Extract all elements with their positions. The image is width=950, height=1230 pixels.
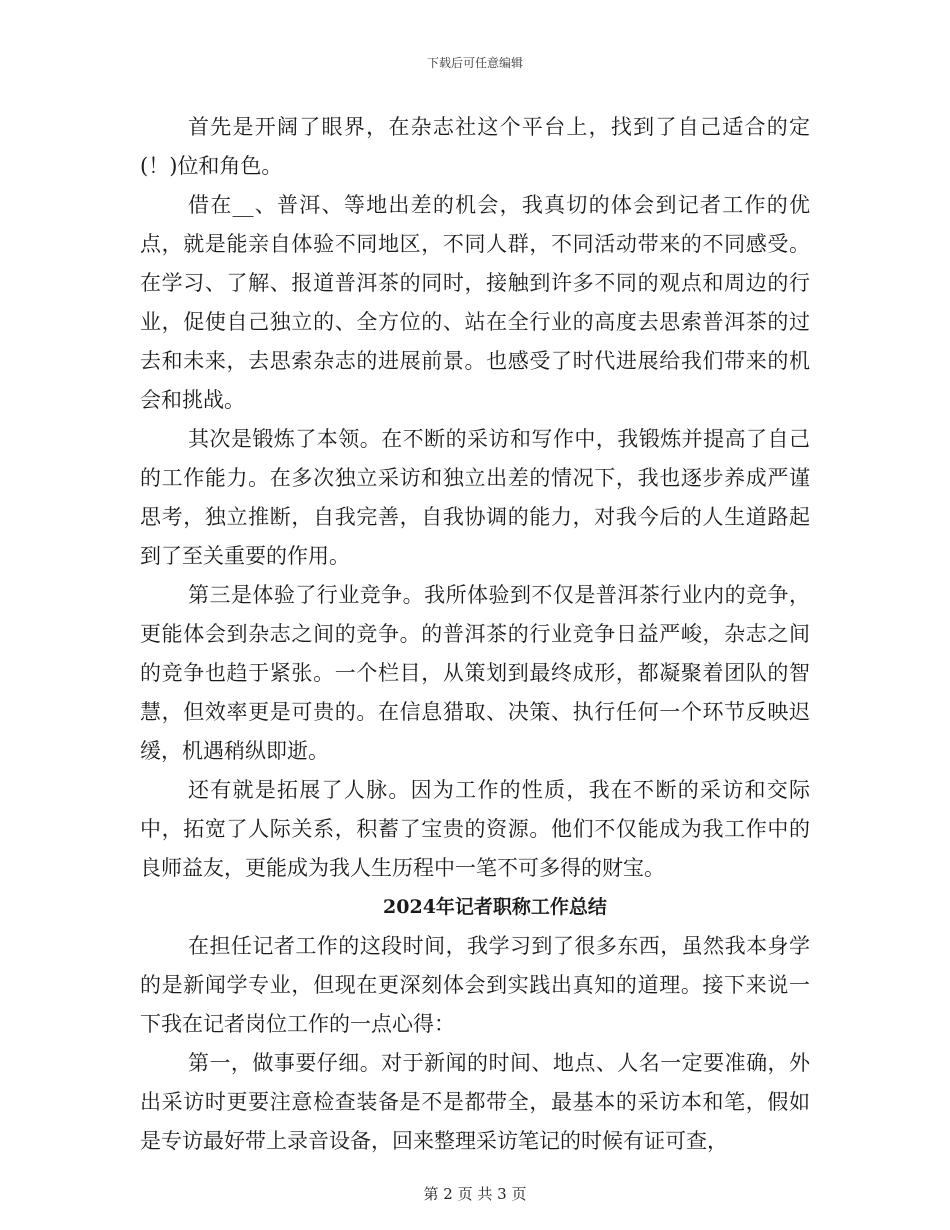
paragraph-travel-experience: 借在__、普洱、等地出差的机会，我真切的体会到记者工作的优点，就是能亲自体验不同地区，不同人群，不同活动带来的不同感受。在学习、了解、报道普洱茶的同时，接触到许多不同的观点和周边的行业，促使自己独立的、全方位的、站在全行业的高度去思索普洱茶的过去和未来，去思索杂志的进展前景。也感受了时代进展给我们带来的机会和挑战。 xyxy=(140,193,810,412)
paragraph-horizons: 首先是开阔了眼界，在杂志社这个平台上，找到了自己适合的定(！)位和角色。 xyxy=(140,115,810,178)
page-header: 下载后可任意编辑 xyxy=(426,56,523,70)
paragraph-competition: 第三是体验了行业竞争。我所体验到不仅是普洱茶行业内的竞争，更能体会到杂志之间的竞争。的普洱茶的行业竞争日益严峻，杂志之间的竞争也趋于紧张。一个栏目，从策划到最终成形，都凝聚着团队的智慧，但效率更是可贵的。在信息猎取、决策、执行任何一个环节反映迟缓，机遇稍纵即逝。 xyxy=(140,583,810,763)
page-footer: 第 2 页 共 3 页 xyxy=(423,1185,527,1203)
paragraph-network: 还有就是拓展了人脉。因为工作的性质，我在不断的采访和交际中，拓宽了人际关系，积蓄了宝贵的资源。他们不仅能成为我工作中的良师益友，更能成为我人生历程中一笔不可多得的财宝。 xyxy=(140,778,810,880)
section-title: 2024年记者职称工作总结 xyxy=(383,896,607,918)
paragraph-skills: 其次是锻炼了本领。在不断的采访和写作中，我锻炼并提高了自己的工作能力。在多次独立采访和独立出差的情况下，我也逐步养成严谨思考，独立推断，自我完善，自我协调的能力，对我今后的人生道路起到了至关重要的作用。 xyxy=(140,427,810,568)
paragraph-intro: 在担任记者工作的这段时间，我学习到了很多东西，虽然我本身学的是新闻学专业，但现在更深刻体会到实践出真知的道理。接下来说一下我在记者岗位工作的一点心得： xyxy=(140,934,810,1036)
document-body xyxy=(140,108,810,1161)
paragraph-point-one: 第一，做事要仔细。对于新闻的时间、地点、人名一定要准确，外出采访时更要注意检查装备是不是都带全，最基本的采访本和笔，假如是专访最好带上录音设备，回来整理采访笔记的时候有证可查， xyxy=(140,1051,810,1153)
